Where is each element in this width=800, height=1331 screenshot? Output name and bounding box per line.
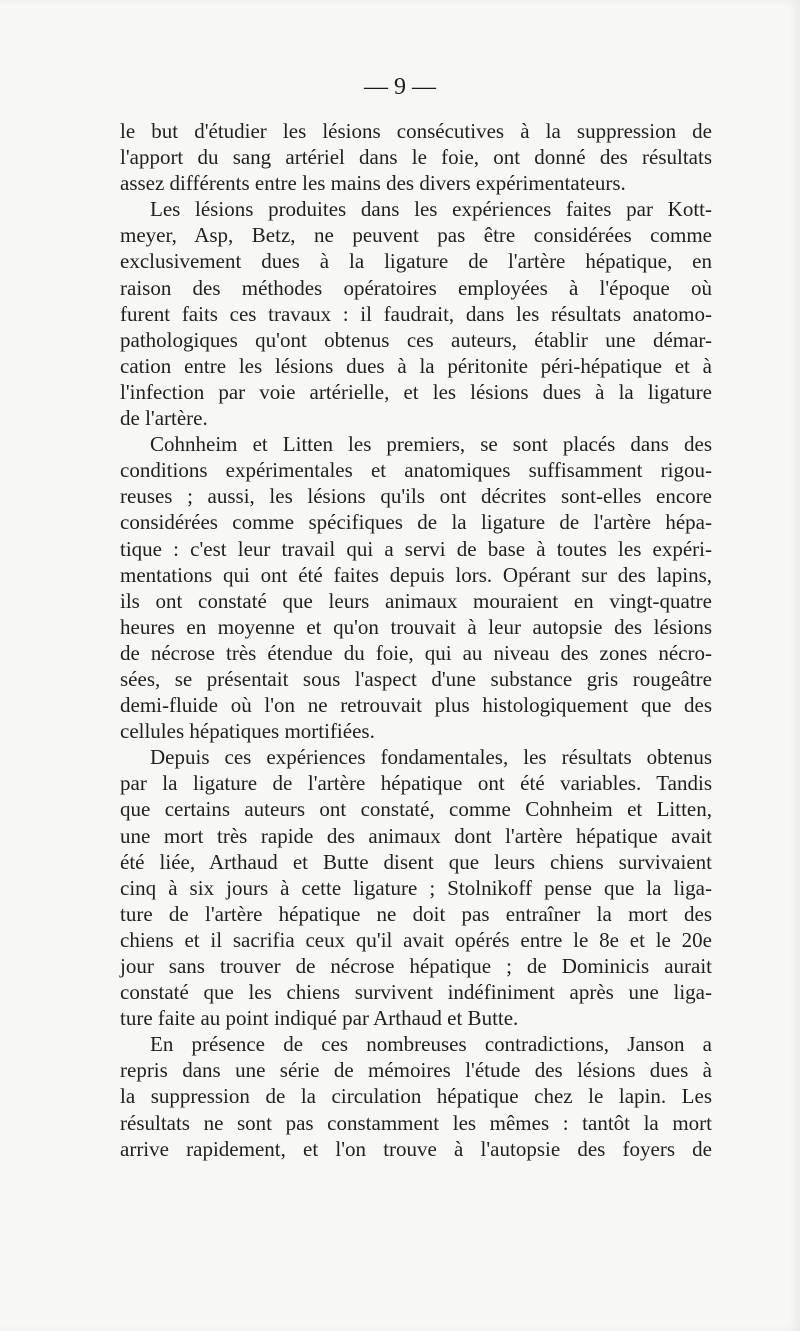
text-line: été liée, Arthaud et Butte disent que leurs chiens survivaient bbox=[120, 849, 712, 874]
text-line: Les lésions produites dans les expériences faites par Kott- bbox=[150, 197, 712, 222]
text-line: le but d'étudier les lésions consécutives à la suppression de bbox=[120, 119, 712, 143]
text-line: de l'artère. bbox=[120, 406, 208, 431]
text-line: l'apport du sang artériel dans le foie, ont donné des résultats bbox=[120, 145, 712, 170]
text-line: jour sans trouver de nécrose hépatique ; de Dominicis aurait bbox=[120, 954, 712, 978]
text-line: reuses ; aussi, les lésions qu'ils ont décrites sont-elles encore bbox=[120, 484, 712, 509]
text-line: cellules hépatiques mortifiées. bbox=[120, 719, 375, 744]
text-line: raison des méthodes opératoires employées à l'époque où bbox=[120, 275, 712, 300]
text-line: ture de l'artère hépatique ne doit pas entraîner la mort des bbox=[120, 901, 712, 926]
body-text bbox=[90, 118, 712, 1162]
text-line: la suppression de la circulation hépatique chez le lapin. Les bbox=[120, 1084, 712, 1109]
text-line: furent faits ces travaux : il faudrait, dans les résultats anatomo- bbox=[120, 301, 712, 326]
text-line: Cohnheim et Litten les premiers, se sont placés dans des bbox=[150, 432, 712, 457]
text-line: constaté que les chiens survivent indéfiniment après une liga- bbox=[120, 980, 712, 1005]
text-line: pathologiques qu'ont obtenus ces auteurs, établir une démar- bbox=[120, 327, 712, 352]
paragraph bbox=[90, 118, 712, 196]
text-line: En présence de ces nombreuses contradictions, Janson a bbox=[150, 1032, 712, 1057]
text-line: par la ligature de l'artère hépatique ont été variables. Tandis bbox=[120, 771, 712, 796]
text-line: considérées comme spécifiques de la ligature de l'artère hépa- bbox=[120, 510, 712, 535]
text-line: repris dans une série de mémoires l'étude des lésions dues à bbox=[120, 1058, 712, 1083]
text-line: une mort très rapide des animaux dont l'artère hépatique avait bbox=[120, 823, 712, 848]
text-line: conditions expérimentales et anatomiques suffisamment rigou- bbox=[120, 458, 712, 483]
paragraph bbox=[90, 196, 712, 431]
paragraph bbox=[90, 1031, 712, 1161]
paragraph bbox=[90, 744, 712, 1031]
page-number: — 9 — bbox=[364, 74, 436, 100]
text-line: heures en moyenne et qu'on trouvait à leur autopsie des lésions bbox=[120, 614, 712, 639]
text-line: cation entre les lésions dues à la péritonite péri-hépatique et à bbox=[120, 353, 712, 378]
text-line: tique : c'est leur travail qui a servi de base à toutes les expéri- bbox=[120, 536, 712, 561]
text-line: assez différents entre les mains des divers expérimentateurs. bbox=[120, 171, 626, 196]
text-line: résultats ne sont pas constamment les mêmes : tantôt la mort bbox=[120, 1110, 712, 1135]
paragraph bbox=[90, 431, 712, 744]
text-line: de nécrose très étendue du foie, qui au niveau des zones nécro- bbox=[120, 640, 712, 665]
text-line: chiens et il sacrifia ceux qu'il avait opérés entre le 8e et le 20e bbox=[120, 927, 712, 952]
text-line: demi-fluide où l'on ne retrouvait plus histologiquement que des bbox=[120, 693, 712, 718]
text-line: meyer, Asp, Betz, ne peuvent pas être considérées comme bbox=[120, 223, 712, 248]
text-line: que certains auteurs ont constaté, comme Cohnheim et Litten, bbox=[120, 797, 712, 822]
text-line: l'infection par voie artérielle, et les lésions dues à la ligature bbox=[120, 379, 712, 404]
text-line: ils ont constaté que leurs animaux mouraient en vingt-quatre bbox=[120, 588, 712, 613]
text-line: sées, se présentait sous l'aspect d'une substance gris rougeâtre bbox=[120, 666, 712, 691]
text-line: Depuis ces expériences fondamentales, les résultats obtenus bbox=[150, 745, 712, 770]
text-line: arrive rapidement, et l'on trouve à l'autopsie des foyers de bbox=[120, 1136, 712, 1161]
text-line: cinq à six jours à cette ligature ; Stolnikoff pense que la liga- bbox=[120, 875, 712, 900]
text-line: exclusivement dues à la ligature de l'artère hépatique, en bbox=[120, 249, 712, 274]
text-line: mentations qui ont été faites depuis lors. Opérant sur des lapins, bbox=[120, 562, 712, 587]
text-line: ture faite au point indiqué par Arthaud et Butte. bbox=[120, 1006, 519, 1031]
